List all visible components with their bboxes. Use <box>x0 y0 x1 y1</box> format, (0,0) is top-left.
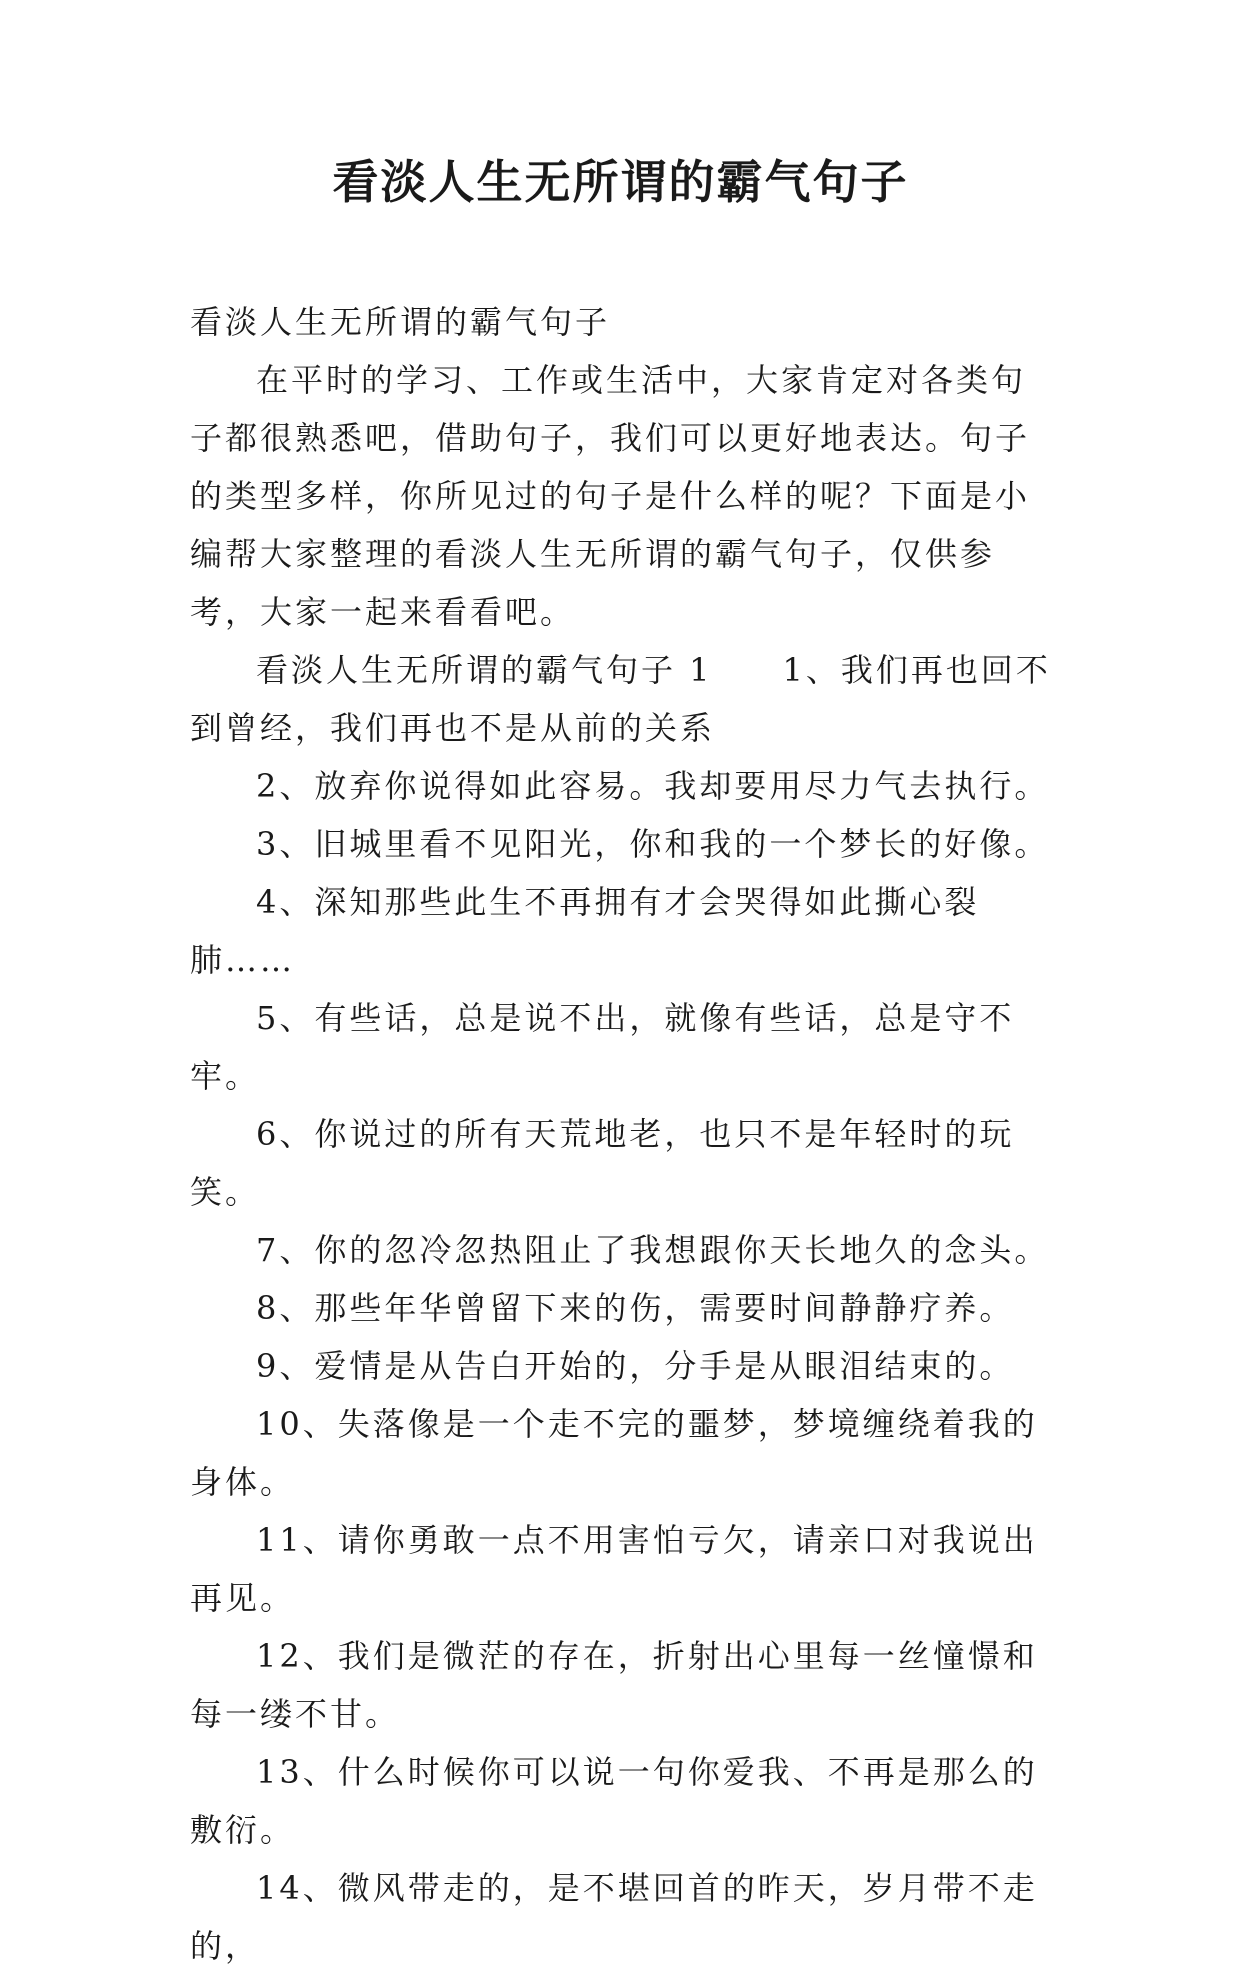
list-item: 7、你的忽冷忽热阻止了我想跟你天长地久的念头。 <box>256 1231 1050 1269</box>
list-item: 2、放弃你说得如此容易。我却要用尽力气去执行。 <box>256 767 1050 805</box>
list-item: 12、我们是微茫的存在，折射出心里每一丝憧憬和每一缕不甘。 <box>190 1637 1038 1733</box>
list-item: 9、爱情是从告白开始的，分手是从眼泪结束的。 <box>256 1347 1015 1385</box>
list-item: 4、深知那些此生不再拥有才会哭得如此撕心裂肺…… <box>190 883 980 979</box>
section-first-paragraph <box>190 641 1060 757</box>
list-item: 5、有些话，总是说不出，就像有些话，总是守不牢。 <box>190 999 1015 1095</box>
intro-paragraph: 在平时的学习、工作或生活中，大家肯定对各类句子都很熟悉吧，借助句子，我们可以更好地表达。句子的类型多样，你所见过的句子是什么样的呢？下面是小编帮大家整理的看淡人生无所谓的霸气句子，仅供参考，大家一起来看看吧。 <box>190 361 1031 631</box>
document-title: 看淡人生无所谓的霸气句子 <box>332 155 909 209</box>
section-heading: 看淡人生无所谓的霸气句子 1 <box>256 651 713 689</box>
list-item: 13、什么时候你可以说一句你爱我、不再是那么的敷衍。 <box>190 1753 1038 1849</box>
document-body <box>190 293 1060 1975</box>
list-item: 10、失落像是一个走不完的噩梦，梦境缠绕着我的身体。 <box>190 1405 1038 1501</box>
document-subtitle: 看淡人生无所谓的霸气句子 <box>190 303 611 341</box>
list-item: 6、你说过的所有天荒地老，也只不是年轻时的玩笑。 <box>190 1115 1015 1211</box>
list-item: 1、我们再也回不到曾经，我们再也不是从前的关系 <box>190 651 1051 747</box>
list-item: 8、那些年华曾留下来的伤，需要时间静静疗养。 <box>256 1289 1015 1327</box>
list-item: 3、旧城里看不见阳光，你和我的一个梦长的好像。 <box>256 825 1050 863</box>
list-item: 14、微风带走的，是不堪回首的昨天，岁月带不走的， <box>190 1869 1038 1965</box>
list-item: 11、请你勇敢一点不用害怕亏欠，请亲口对我说出再见。 <box>190 1521 1038 1617</box>
